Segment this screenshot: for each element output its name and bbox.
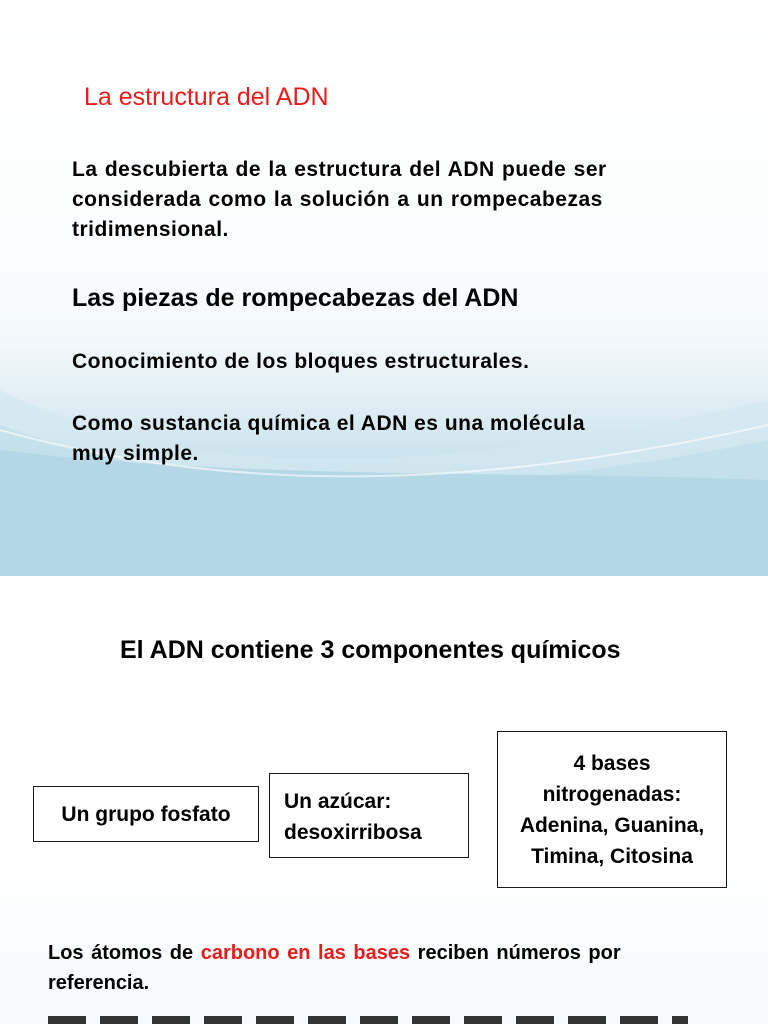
bases-box (497, 731, 727, 888)
bases-line-2: nitrogenadas: (542, 783, 682, 806)
intro-line-1: La descubierta de la estructura del ADN puede ser (72, 158, 607, 181)
footer-part-2: reciben números por referencia. (48, 942, 621, 994)
footer-highlight: carbono en las bases (200, 942, 411, 964)
cropped-text-line (48, 1014, 688, 1024)
sugar-box (269, 773, 469, 858)
simple-paragraph (72, 409, 712, 469)
bases-line-4: Timina, Citosina (531, 845, 693, 868)
intro-line-3: tridimensional. (72, 218, 229, 241)
simple-line-1: Como sustancia química el ADN es una molécula (72, 412, 586, 435)
intro-line-2: considerada como la solución a un rompecabezas (72, 188, 603, 211)
simple-line-2: muy simple. (72, 442, 199, 465)
sugar-line-2: desoxirribosa (284, 821, 422, 844)
slide-2 (0, 576, 768, 1024)
phosphate-label: Un grupo fosfato (61, 802, 231, 826)
carbon-atoms-paragraph (48, 938, 728, 998)
bases-line-1: 4 bases (573, 752, 651, 775)
bases-line-3: Adenina, Guanina, (519, 814, 705, 837)
intro-paragraph (72, 155, 712, 245)
slide-title: La estructura del ADN (84, 83, 329, 111)
footer-part-1: Los átomos de (48, 942, 201, 964)
sugar-line-1: Un azúcar: (284, 790, 392, 813)
phosphate-box (33, 786, 259, 842)
blocks-paragraph: Conocimiento de los bloques estructurales. (72, 350, 530, 373)
slide-title: El ADN contiene 3 componentes químicos (120, 636, 621, 664)
section-subtitle: Las piezas de rompecabezas del ADN (72, 284, 519, 312)
